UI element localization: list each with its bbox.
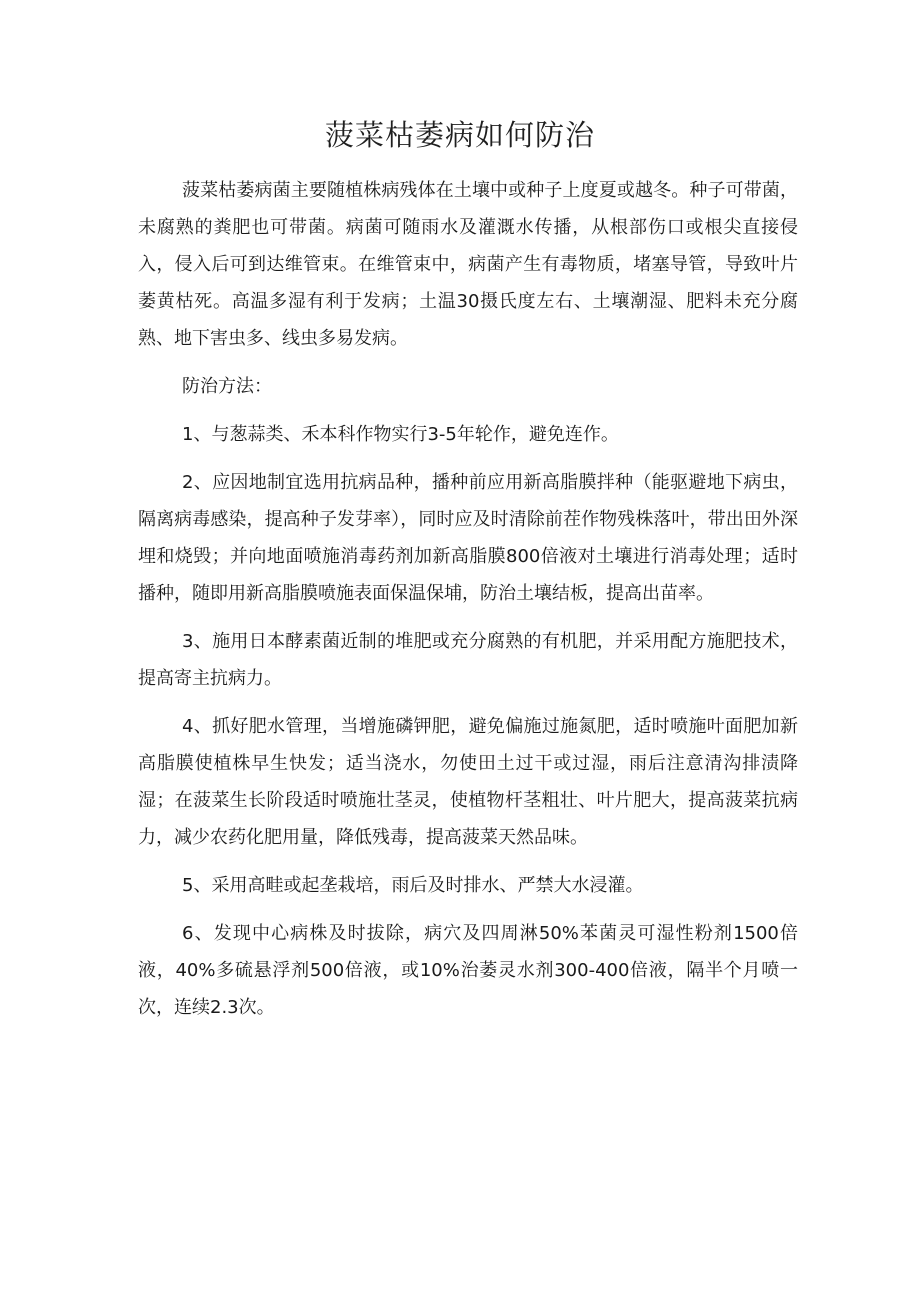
document-body (138, 172, 798, 1026)
paragraph-item-3: 3、施用日本酵素菌近制的堆肥或充分腐熟的有机肥，并采用配方施肥技术，提高寄主抗病力。 (138, 631, 798, 689)
document-title: 菠菜枯萎病如何防治 (324, 118, 595, 152)
paragraph-item-2: 2、应因地制宜选用抗病品种，播种前应用新高脂膜拌种（能驱避地下病虫，隔离病毒感染，提高种子发芽率），同时应及时清除前茬作物残株落叶，带出田外深埋和烧毁；并向地面喷施消毒药剂加新高脂膜800倍液对土壤进行消毒处理；适时播种，随即用新高脂膜喷施表面保温保埔，防治土壤结板，提高出苗率。 (138, 472, 798, 604)
paragraph-item-5: 5、采用高畦或起垄栽培，雨后及时排水、严禁大水浸灌。 (182, 875, 644, 896)
paragraph-item-6: 6、发现中心病株及时拔除，病穴及四周淋50%苯菌灵可湿性粉剂1500倍液，40%多硫悬浮剂500倍液，或10%治萎灵水剂300-400倍液，隔半个月喷一次，连续2.3次。 (138, 923, 799, 1018)
paragraph-item-4: 4、抓好肥水管理，当增施磷钾肥，避免偏施过施氮肥，适时喷施叶面肥加新高脂膜使植株早生快发；适当浇水，勿使田土过干或过湿，雨后注意清沟排渍降湿；在菠菜生长阶段适时喷施壮茎灵，使植物杆茎粗壮、叶片肥大，提高菠菜抗病力，减少农药化肥用量，降低残毒，提高菠菜天然品味。 (138, 716, 798, 848)
paragraph-intro: 菠菜枯萎病菌主要随植株病残体在土壤中或种子上度夏或越冬。种子可带菌，未腐熟的粪肥也可带菌。病菌可随雨水及灌溉水传播，从根部伤口或根尖直接侵入，侵入后可到达维管束。在维管束中，病菌产生有毒物质，堵塞导管，导致叶片萎黄枯死。高温多湿有利于发病；土温30摄氏度左右、土壤潮湿、肥料未充分腐熟、地下害虫多、线虫多易发病。 (138, 180, 798, 349)
paragraph-methods-heading: 防治方法： (182, 376, 272, 397)
paragraph-item-1: 1、与葱蒜类、禾本科作物实行3-5年轮作，避免连作。 (182, 424, 619, 445)
